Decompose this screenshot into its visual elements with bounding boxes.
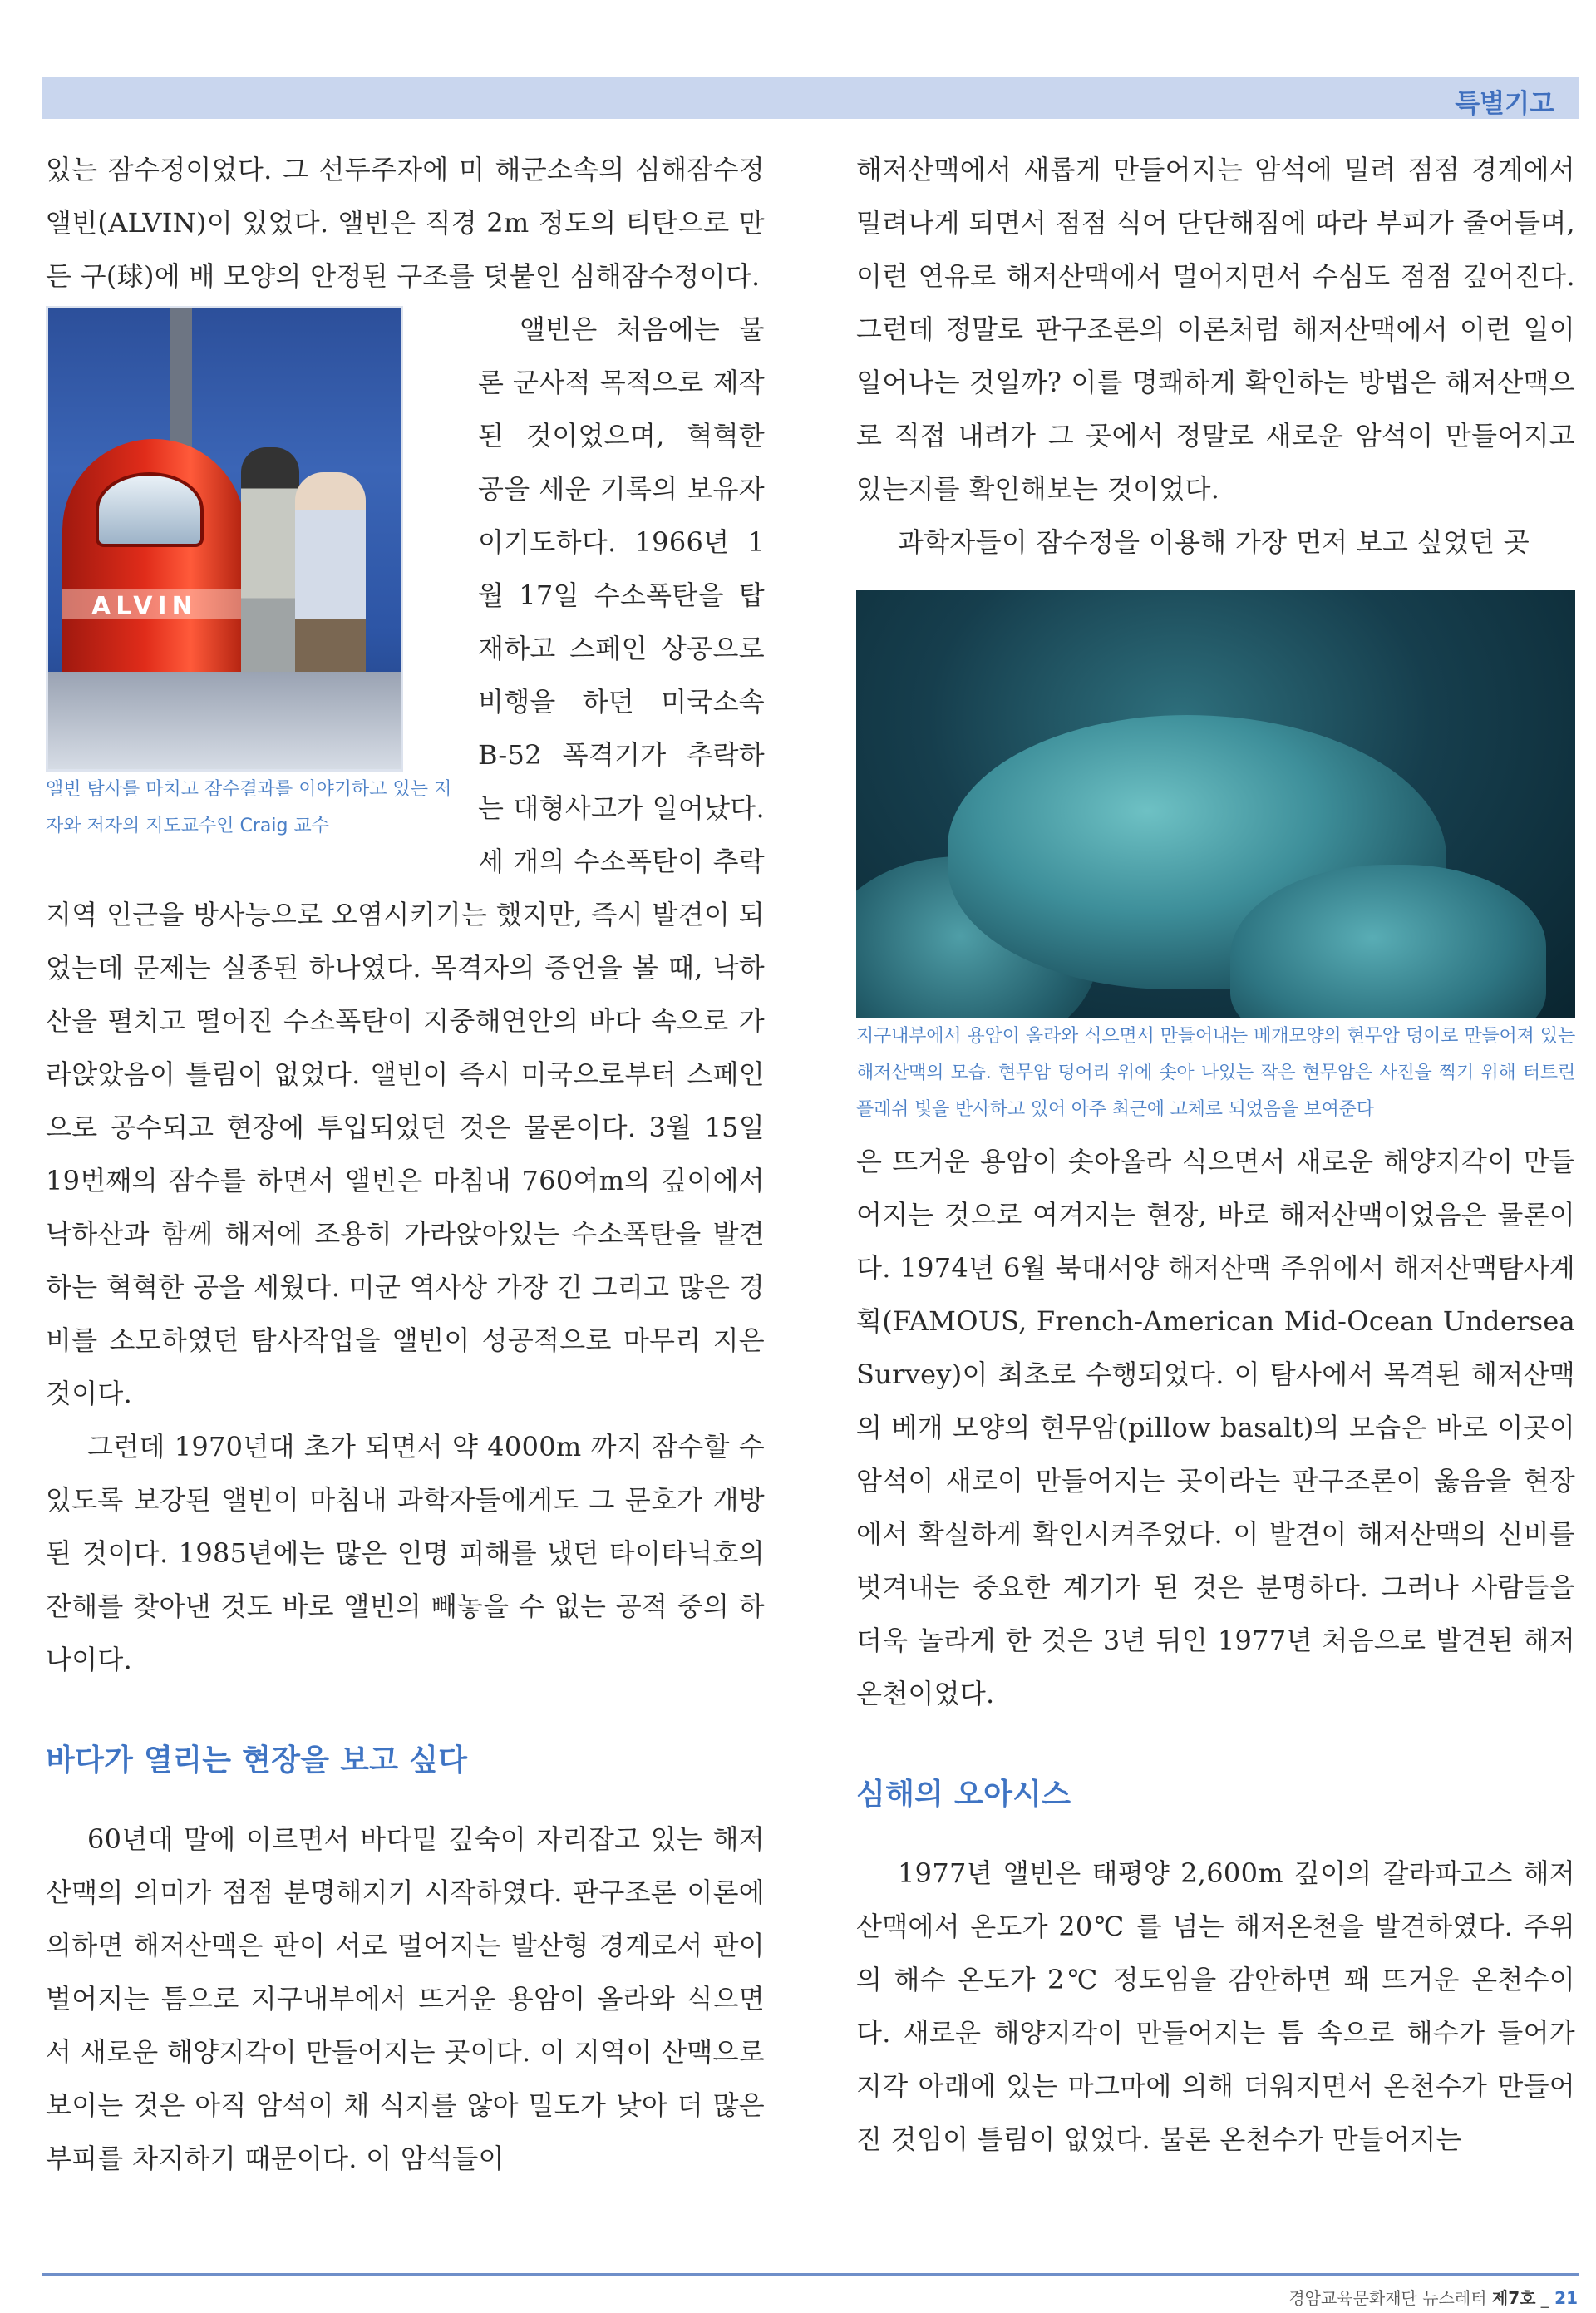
- alvin-caption: 앨빈 탐사를 마치고 잠수결과를 이야기하고 있는 저자와 저자의 지도교수인 Craig 교수: [46, 779, 452, 836]
- alvin-figure: [46, 306, 453, 845]
- left-paragraph-4: 60년대 말에 이르면서 바다밑 깊숙이 자리잡고 있는 해저산맥의 의미가 점점 분명해지기 시작하였다. 판구조론 이론에 의하면 해저산맥은 판이 서로 멀어지는 발산형 경계로서 판이 벌어지는 틈으로 지구내부에서 뜨거운 용암이 올라와 식으면서 새로운 해양지각이 만들어지는 곳이다. 이 지역이 산맥으로 보이는 것은 아직 암석이 채 식지를 않아 밀도가 낮아 더 많은 부피를 차지하기 때문이다. 이 암석들이: [46, 1823, 765, 2174]
- right-paragraph-2: 과학자들이 잠수정을 이용해 가장 먼저 보고 싶었던 곳: [898, 526, 1530, 558]
- page-number: 21: [1554, 2288, 1578, 2308]
- spacer: [46, 1788, 765, 1812]
- alvin-photo: [46, 306, 403, 772]
- spacer: [856, 1822, 1575, 1847]
- right-paragraph-1: 해저산맥에서 새롭게 만들어지는 암석에 밀려 점점 경계에서 밀려나게 되면서 점점 식어 단단해짐에 따라 부피가 줄어들며, 이런 연유로 해저산맥에서 멀어지면서 수심도 점점 깊어진다. 그런데 정말로 판구조론의 이론처럼 해저산맥에서 이런 일이 일어나는 것일까? 이를 명쾌하게 확인하는 방법은 해저산맥으로 직접 내려가 그 곳에서 정말로 새로운 암석이 만들어지고 있는지를 확인해보는 것이었다.: [856, 154, 1575, 505]
- left-paragraph-2: 앨빈은 처음에는 물론 군사적 목적으로 제작된 것이었으며, 혁혁한 공을 세운 기록의 보유자이기도하다. 1966년 1월 17일 수소폭탄을 탑재하고 스페인 상공으로 비행을 하던 미국소속 B-52 폭격기가 추락하는 대형사고가 일어났다. 세 개의 수소폭탄이 추락지역 인근을 방사능으로 오염시키기는 했지만, 즉시 발견이 되었는데 문제는 실종된 하나였다. 목격자의 증언을 볼 때, 낙하산을 펼치고 떨어진 수소폭탄이 지중해연안의 바다 속으로 가라앉았음이 틀림이 없었다. 앨빈이 즉시 미국으로부터 스페인으로 공수되고 현장에 투입되었던 것은 물론이다. 3월 15일 19번째의 잠수를 하면서 앨빈은 마침내 760여m의 깊이에서 낙하산과 함께 해저에 조용히 가라앉아있는 수소폭탄을 발견하는 혁혁한 공을 세웠다. 미군 역사상 가장 긴 그리고 많은 경비를 소모하였던 탐사작업을 앨빈이 성공적으로 마무리 지은 것이다.: [46, 313, 765, 1409]
- photo-frame: [46, 306, 403, 772]
- right-paragraph-4: 1977년 앨빈은 태평양 2,600m 깊이의 갈라파고스 해저산맥에서 온도가 20℃ 를 넘는 해저온천을 발견하였다. 주위의 해수 온도가 2℃ 정도임을 감안하면 꽤 뜨거운 온천수이다. 새로운 해양지각이 만들어지는 틈 속으로 해수가 들어가 지각 아래에 있는 마그마에 의해 더워지면서 온천수가 만들어진 것임이 틀림이 없었다. 물론 온천수가 만들어지는: [856, 1857, 1575, 2155]
- footer-rule: [42, 2273, 1579, 2276]
- header-bar: [42, 77, 1579, 119]
- right-column: [856, 143, 1575, 2166]
- left-column: [46, 143, 765, 2185]
- pillow-basalt-photo: [856, 590, 1575, 1018]
- left-paragraph-3: 그런데 1970년대 초가 되면서 약 4000m 까지 잠수할 수 있도록 보강된 앨빈이 마침내 과학자들에게도 그 문호가 개방된 것이다. 1985년에는 많은 인명 피해를 냈던 타이타닉호의 잔해를 찾아낸 것도 바로 앨빈의 빼놓을 수 없는 공적 중의 하나이다.: [46, 1431, 765, 1675]
- footer-publisher: 경암교육문화재단 뉴스레터: [1288, 2288, 1487, 2308]
- left-paragraph-1: 있는 잠수정이었다. 그 선두주자에 미 해군소속의 심해잠수정 앨빈(ALVIN)이 있었다. 앨빈은 직경 2m 정도의 티탄으로 만든 구(球)에 배 모양의 안정된 구조를 덧붙인 심해잠수정이다.: [46, 154, 765, 292]
- section-heading-right: 심해의 오아시스: [856, 1778, 1071, 1812]
- spacer: [856, 1720, 1575, 1768]
- footer: [1288, 2285, 1578, 2309]
- submersible-lettering: ALVIN: [91, 592, 198, 621]
- right-paragraph-3: 은 뜨거운 용암이 솟아올라 식으면서 새로운 해양지각이 만들어지는 것으로 여겨지는 현장, 바로 해저산맥이었음은 물론이다. 1974년 6월 북대서양 해저산맥 주위에서 해저산맥탐사계획(FAMOUS, French-American Mid-Ocean Undersea Survey)이 최초로 수행되었다. 이 탐사에서 목격된 해저산맥의 베개 모양의 현무암(pillow basalt)의 모습은 바로 이곳이 암석이 새로이 만들어지는 곳이라는 판구조론이 옳음을 현장에서 확실하게 확인시켜주었다. 이 발견이 해저산맥의 신비를 벗겨내는 중요한 계기가 된 것은 분명하다. 그러나 사람들을 더욱 놀라게 한 것은 3년 뒤인 1977년 처음으로 발견된 해저온천이었다.: [856, 1146, 1575, 1709]
- footer-separator: _: [1540, 2288, 1549, 2308]
- section-label: 특별기고: [1455, 89, 1554, 119]
- section-heading-left: 바다가 열리는 현장을 보고 싶다: [46, 1743, 468, 1778]
- pillow-basalt-caption: 지구내부에서 용암이 올라와 식으면서 만들어내는 베개모양의 현무암 덩이로 만들어져 있는 해저산맥의 모습. 현무암 덩어리 위에 솟아 나있는 작은 현무암은 사진을 찍기 위해 터트린 플래쉬 빛을 반사하고 있어 아주 최근에 고체로 되었음을 보여준다: [856, 1026, 1575, 1120]
- footer-issue: 제7호: [1491, 2288, 1536, 2308]
- pillow-basalt-figure: [856, 590, 1575, 1128]
- spacer: [46, 1686, 765, 1734]
